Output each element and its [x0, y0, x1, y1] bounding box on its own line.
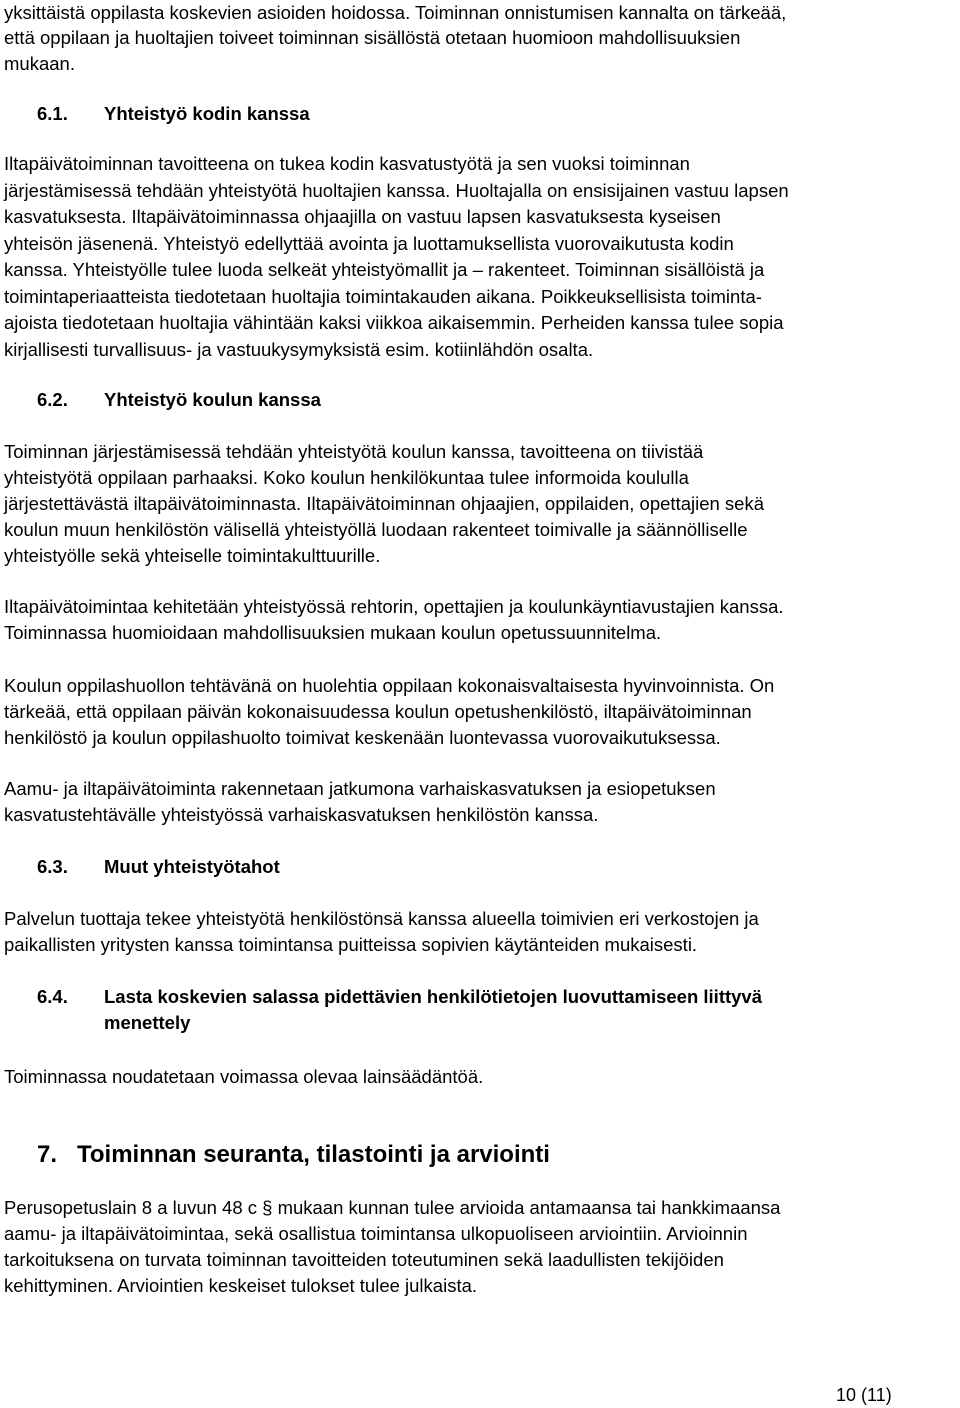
body-text-line: Perusopetuslain 8 a luvun 48 c § mukaan kunnan tulee arvioida antamaansa tai hankkimaansa: [4, 1197, 781, 1218]
body-text-line: tarkoituksena on turvata toiminnan tavoitteiden toteutuminen sekä laadullisten tekijöiden: [4, 1249, 724, 1270]
body-text-line: että oppilaan ja huoltajien toiveet toiminnan sisällöstä otetaan huomioon mahdollisuuksien: [4, 27, 741, 48]
section-title: Yhteistyö koulun kanssa: [104, 389, 321, 410]
body-text-line: järjestämisessä tehdään yhteistyötä huoltajien kanssa. Huoltajalla on ensisijainen vastuu lapsen: [4, 180, 789, 201]
body-text-line: yksittäistä oppilasta koskevien asioiden hoidossa. Toiminnan onnistumisen kannalta on tärkeää,: [4, 2, 787, 23]
section-number: 6.4.: [37, 986, 68, 1007]
body-text-line: koulun muun henkilöstön välisellä yhteistyöllä luodaan rakenteet toimivalle ja säännölliselle: [4, 519, 748, 540]
section-number: 6.3.: [37, 856, 68, 877]
body-text-line: Toiminnassa noudatetaan voimassa olevaa lainsäädäntöä.: [4, 1066, 484, 1087]
body-text-line: Aamu- ja iltapäivätoiminta rakennetaan jatkumona varhaiskasvatuksen ja esiopetuksen: [4, 778, 716, 799]
page-number: 10 (11): [836, 1385, 892, 1405]
body-text-line: Iltapäivätoimintaa kehitetään yhteistyössä rehtorin, opettajien ja koulunkäyntiavustajien kanssa.: [4, 596, 784, 617]
body-text-line: Toiminnan järjestämisessä tehdään yhteistyötä koulun kanssa, tavoitteena on tiivistää: [4, 441, 704, 462]
body-text-line: yhteistyölle sekä yhteiselle toimintakulttuurille.: [4, 545, 381, 566]
body-text-line: mukaan.: [4, 53, 75, 74]
section-number: 6.1.: [37, 103, 68, 124]
section-heading-6-4: [0, 988, 960, 1038]
body-text-line: toimintaperiaatteista tiedotetaan huoltajia toimintakauden aikana. Poikkeuksellisista toiminta-: [4, 286, 762, 307]
section-title: Yhteistyö kodin kanssa: [104, 103, 310, 124]
body-text-line: ajoista tiedotetaan huoltajia vähintään kaksi viikkoa aikaisemmin. Perheiden kanssa tulee sopia: [4, 312, 784, 333]
body-text-line: kasvatustehtävälle yhteistyössä varhaiskasvatuksen henkilöstön kanssa.: [4, 804, 599, 825]
body-text-line: tärkeää, että oppilaan päivän kokonaisuudessa koulun opetushenkilöstö, iltapäivätoiminnan: [4, 701, 752, 722]
body-text-line: henkilöstö ja koulun oppilashuolto toimivat keskenään luontevassa vuorovaikutuksessa.: [4, 727, 721, 748]
body-text-line: kehittyminen. Arviointien keskeiset tulokset tulee julkaista.: [4, 1275, 478, 1296]
body-text-line: paikallisten yritysten kanssa toimintansa puitteissa sopivien käytänteiden mukaisesti.: [4, 934, 698, 955]
chapter-number: 7.: [37, 1141, 58, 1168]
section-title-line: menettely: [104, 1012, 191, 1033]
body-text-line: Palvelun tuottaja tekee yhteistyötä henkilöstönsä kanssa alueella toimivien eri verkostojen ja: [4, 908, 759, 929]
section-title: Muut yhteistyötahot: [104, 856, 280, 877]
body-text-line: järjestettävästä iltapäivätoiminnasta. Iltapäivätoiminnan ohjaajien, oppilaiden, opettajien sekä: [4, 493, 765, 514]
body-text-line: kirjallisesti turvallisuus- ja vastuukysymyksistä esim. kotiinlähdön osalta.: [4, 339, 594, 360]
body-text-line: kasvatuksesta. Iltapäivätoiminnassa ohjaajilla on vastuu lapsen kasvatuksesta kyseisen: [4, 206, 721, 227]
section-number: 6.2.: [37, 389, 68, 410]
chapter-title: Toiminnan seuranta, tilastointi ja arviointi: [77, 1141, 550, 1168]
body-text-line: Koulun oppilashuollon tehtävänä on huolehtia oppilaan kokonaisvaltaisesta hyvinvoinnista. On: [4, 675, 775, 696]
body-text-line: aamu- ja iltapäivätoimintaa, sekä osallistua toimintansa ulkopuoliseen arviointiin. Arvioinnin: [4, 1223, 748, 1244]
body-text-line: yhteistyötä oppilaan parhaaksi. Koko koulun henkilökuntaa tulee informoida koululla: [4, 467, 689, 488]
body-text-line: Toiminnassa huomioidaan mahdollisuuksien mukaan koulun opetussuunnitelma.: [4, 622, 662, 643]
body-text-line: kanssa. Yhteistyölle tulee luoda selkeät yhteistyömallit ja – rakenteet. Toiminnan sisällöistä ja: [4, 259, 765, 280]
section-title-line: Lasta koskevien salassa pidettävien henkilötietojen luovuttamiseen liittyvä: [104, 986, 763, 1007]
body-text-line: Iltapäivätoiminnan tavoitteena on tukea kodin kasvatustyötä ja sen vuoksi toiminnan: [4, 153, 690, 174]
body-text-line: yhteisön jäsenenä. Yhteistyö edellyttää avointa ja luottamuksellista vuorovaikutusta kodin: [4, 233, 734, 254]
